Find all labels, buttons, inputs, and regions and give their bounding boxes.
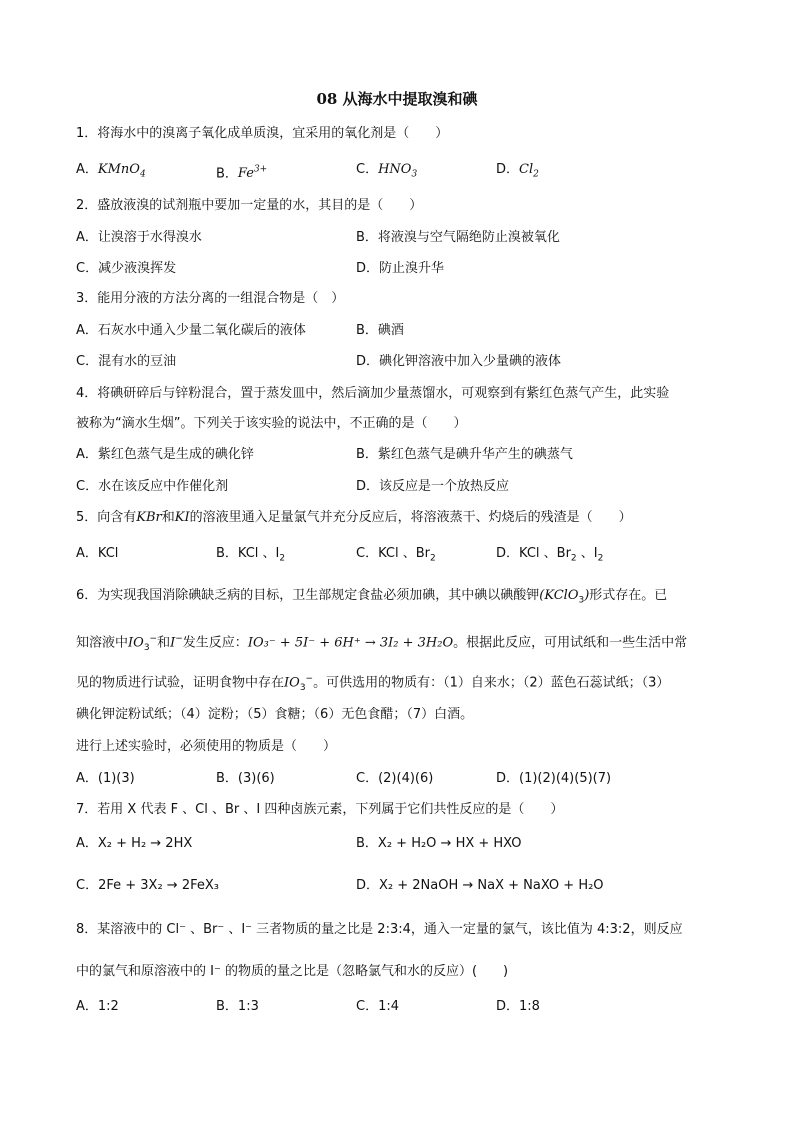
q4-option-d: D．该反应是一个放热反应 — [356, 479, 510, 494]
q2-option-a: A．让溴溶于水得溴水 — [76, 230, 202, 245]
q4-option-a: A．紫红色蒸气是生成的碘化锌 — [76, 447, 254, 462]
question-6-line1: 6．为实现我国消除碘缺乏病的目标，卫生部规定食盐必须加碘，其中碘以碘酸钾(KClO$_3$)形式存在。已 — [76, 588, 668, 606]
q1-option-c: C．$HNO_3$ — [356, 162, 418, 180]
question-6-line3: 见的物质进行试验，证明食物中存在$IO_3^-$。可供选用的物质有：（1）自来水；（2）蓝色石蕊试纸；（3） — [76, 674, 670, 693]
q1-option-d: D．$Cl_2$ — [496, 162, 539, 180]
q5-option-a: A．KCl — [76, 546, 119, 561]
q3-option-a: A．石灰水中通入少量二氧化碳后的液体 — [76, 323, 306, 338]
q2-option-c: C．减少液溴挥发 — [76, 261, 177, 276]
question-8-line1: 8．某溶液中的 Cl⁻ 、Br⁻ 、I⁻ 三者物质的量之比是 2:3:4，通入一定量的氯气，该比值为 4:3:2，则反应 — [76, 922, 683, 937]
q4-option-b: B．紫红色蒸气是碘升华产生的碘蒸气 — [356, 447, 573, 462]
q8-option-d: D．1:8 — [496, 999, 540, 1014]
question-6-line5: 进行上述实验时，必须使用的物质是（ ） — [76, 739, 337, 754]
q3-option-b: B．碘酒 — [356, 323, 404, 338]
q1-option-b: B．$Fe^{3+}$ — [216, 165, 268, 182]
q2-option-b: B．将液溴与空气隔绝防止溴被氧化 — [356, 230, 560, 245]
q6-option-b: B．(3)(6) — [216, 771, 275, 786]
question-4-stem-line2: 被称为“滴水生烟”。下列关于该实验的说法中，不正确的是（ ） — [76, 416, 467, 431]
question-4-stem-line1: 4．将碘研碎后与锌粉混合，置于蒸发皿中，然后滴加少量蒸馏水，可观察到有紫红色蒸气产生，此实验 — [76, 386, 670, 401]
reaction-equation: IO₃⁻ + 5I⁻ + 6H⁺ → 3I₂ + 3H₂O — [247, 635, 454, 651]
q7-option-d: D．X₂ + 2NaOH → NaX + NaXO + H₂O — [356, 878, 604, 893]
question-1-stem: 1．将海水中的溴离子氧化成单质溴，宜采用的氧化剂是（ ） — [76, 126, 449, 141]
q6-option-d: D．(1)(2)(4)(5)(7) — [496, 771, 612, 786]
question-6-line2: 知溶液中$IO_3^-$和I−发生反应：IO₃⁻ + 5I⁻ + 6H⁺ → 3I₂ + 3H₂O。根据此反应，可用试纸和一些生活中常 — [76, 634, 688, 653]
q5-option-c: C．KCl 、$Br_2$ — [356, 546, 436, 564]
q8-option-a: A．1:2 — [76, 999, 119, 1014]
q3-option-c: C．混有水的豆油 — [76, 354, 177, 369]
q5-option-b: B．KCl 、$I_2$ — [216, 546, 286, 564]
q3-option-d: D．碘化钾溶液中加入少量碘的液体 — [356, 354, 562, 369]
question-5-stem: 5．向含有KBr和KI的溶液里通入足量氯气并充分反应后，将溶液蒸干、灼烧后的残渣是（ ） — [76, 510, 632, 525]
question-2-stem: 2．盛放液溴的试剂瓶中要加一定量的水，其目的是（ ） — [76, 198, 423, 213]
q2-option-d: D．防止溴升华 — [356, 261, 445, 276]
question-6-line4: 碘化钾淀粉试纸；（4）淀粉；（5）食糖；（6）无色食醋；（7）白酒。 — [76, 707, 474, 722]
question-8-line2: 中的氯气和原溶液中的 I⁻ 的物质的量之比是（忽略氯气和水的反应）( ) — [76, 964, 509, 979]
q8-option-b: B．1:3 — [216, 999, 259, 1014]
q5-option-d: D．KCl 、$Br_2$ 、$I_2$ — [496, 546, 604, 564]
q7-option-a: A．X₂ + H₂ → 2HX — [76, 836, 193, 851]
question-3-stem: 3．能用分液的方法分离的一组混合物是（ ） — [76, 291, 345, 306]
page-title: 08 从海水中提取溴和碘 — [316, 90, 478, 108]
q7-option-b: B．X₂ + H₂O → HX + HXO — [356, 836, 522, 851]
q6-option-a: A．(1)(3) — [76, 771, 135, 786]
q8-option-c: C．1:4 — [356, 999, 399, 1014]
q6-option-c: C．(2)(4)(6) — [356, 771, 434, 786]
q4-option-c: C．水在该反应中作催化剂 — [76, 479, 229, 494]
question-7-stem: 7．若用 X 代表 F 、Cl 、Br 、I 四种卤族元素，下列属于它们共性反应的是（ ） — [76, 802, 564, 817]
q7-option-c: C．2Fe + 3X₂ → 2FeX₃ — [76, 878, 219, 893]
q1-option-a: A．KMnO$_4$ — [76, 162, 146, 180]
